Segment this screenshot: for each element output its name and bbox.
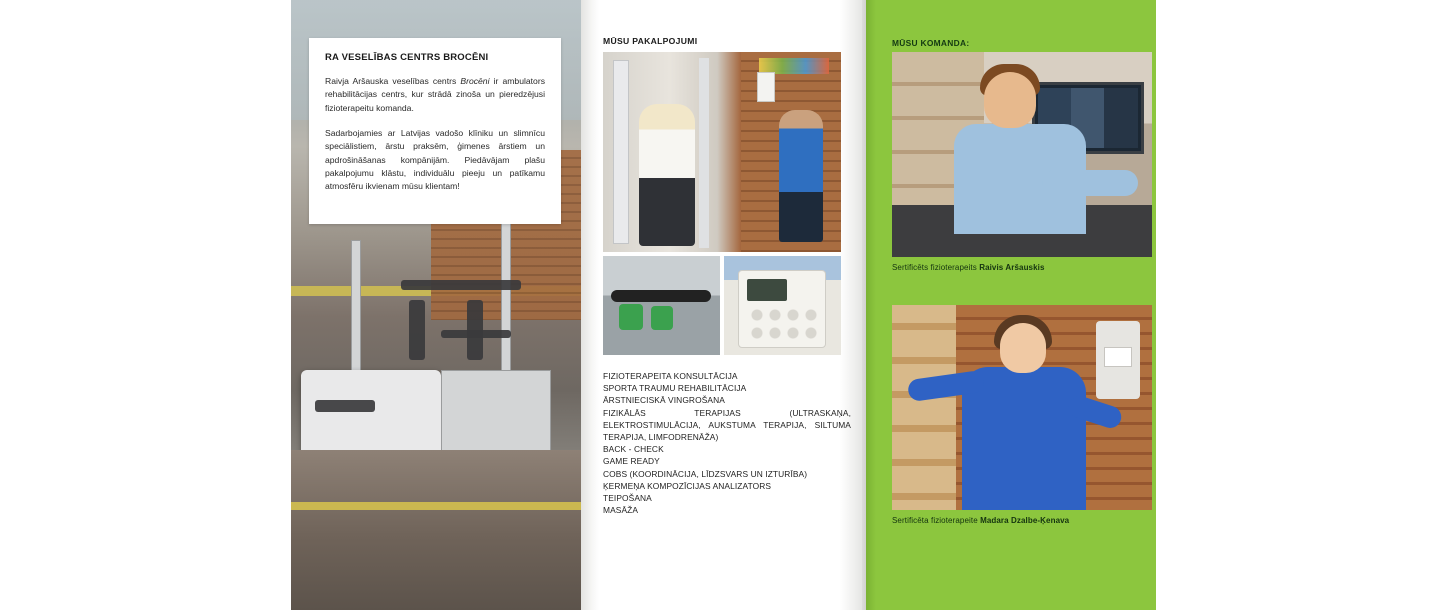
photo-device-body	[738, 270, 826, 348]
gym-weight-stack	[409, 300, 425, 360]
photo-bar	[611, 290, 711, 302]
team-caption-prefix: Sertificēta fizioterapeite	[892, 516, 981, 525]
photo-person-head	[984, 72, 1036, 128]
page-fold-left	[581, 0, 599, 610]
photo-wall-bar	[892, 323, 956, 330]
intro-card	[309, 38, 561, 224]
photo-therapy-device	[724, 256, 841, 355]
intro-p1-post: ir ambulators rehabilitācijas centrs, kur strādā zinoša un pieredzējusi fizioterapeitu komanda.	[325, 76, 545, 113]
intro-paragraph-1	[325, 75, 545, 115]
photo-wall-device	[757, 72, 775, 102]
team-photo-madara	[892, 305, 1152, 510]
team-caption-madara	[892, 516, 1069, 525]
photo-device-buttons	[747, 307, 819, 341]
left-margin	[0, 0, 291, 610]
panel-right	[866, 0, 1156, 610]
service-item: FIZIKĀLĀS TERAPIJAS (ULTRASKAŅA, ELEKTROSTIMULĀCIJA, AUKSTUMA TERAPIJA, SILTUMA TERAPIJA, LIMFODRENĀŽA)	[603, 407, 851, 442]
team-caption-prefix: Sertificēts fizioterapeits	[892, 263, 980, 272]
gym-floor	[291, 450, 581, 610]
service-item: GAME READY	[603, 456, 660, 467]
team-heading: MŪSU KOMANDA:	[892, 38, 970, 48]
photo-parallel-bars	[603, 256, 720, 355]
service-item: COBS (KOORDINĀCIJA, LĪDZSVARS UN IZTURĪBA)	[603, 468, 808, 479]
photo-pad-1	[619, 304, 643, 330]
intro-p1-emphasis: Brocēni	[460, 76, 490, 86]
team-member-name: Raivis Aršauskis	[979, 263, 1045, 272]
photo-therapist	[779, 110, 823, 242]
photo-wall-bar	[892, 459, 956, 466]
photo-wall-panel	[1096, 321, 1140, 399]
photo-wall-bar	[892, 357, 956, 364]
gym-floor-stripe	[291, 502, 581, 510]
team-member-name: Madara Dzalbe-Ķenava	[980, 516, 1070, 525]
photo-wall-bar	[892, 493, 956, 500]
photo-wall-bars	[892, 305, 956, 510]
photo-frame-left	[613, 60, 629, 244]
photo-person-arm	[1042, 170, 1138, 196]
photo-person-head	[1000, 323, 1046, 373]
intro-paragraph-2: Sadarbojamies ar Latvijas vadošo klīniku un slimnīcu speciālistiem, ārstu praksēm, ģimenes ārstiem un apdrošināšanas kompānijām. Piedāvājam plašu pakalpojumu klāstu, individuālu pieeju un patīkamu atmosfēru ikvienam mūsu klientam!	[325, 127, 545, 192]
service-item: ĶERMEŅA KOMPOZĪCIJAS ANALIZATORS	[603, 480, 772, 491]
photo-pad-2	[651, 306, 673, 330]
photo-gait-trainer	[603, 52, 841, 252]
panel-right-edge	[866, 0, 876, 610]
photo-patient	[639, 104, 695, 246]
photo-wall-bar	[892, 425, 956, 432]
photo-frame-right	[699, 58, 709, 248]
service-item: SPORTA TRAUMU REHABILITĀCIJA	[603, 383, 747, 394]
gym-bike-frame	[315, 400, 375, 412]
services-heading: MŪSU PAKALPOJUMI	[603, 36, 698, 46]
right-margin	[1156, 0, 1440, 610]
photo-device-screen	[747, 279, 787, 301]
services-photo-grid	[603, 52, 841, 355]
service-item: BACK - CHECK	[603, 444, 664, 455]
services-list	[603, 370, 851, 516]
intro-p1-pre: Raivja Aršauska veselības centrs	[325, 76, 461, 86]
team-caption-raivis	[892, 263, 1045, 272]
team-photo-raivis	[892, 52, 1152, 257]
panel-left	[291, 0, 581, 610]
service-item: MASĀŽA	[603, 505, 639, 516]
gym-crossbar	[441, 330, 511, 338]
service-item: ĀRSTNIECISKĀ VINGROŠANA	[603, 395, 725, 406]
panel-middle	[581, 0, 866, 610]
service-item: TEIPOŠANA	[603, 492, 652, 503]
gym-bar	[401, 280, 521, 290]
intro-card-title: RA VESELĪBAS CENTRS BROCĒNI	[325, 52, 489, 63]
service-item: FIZIOTERAPEITA KONSULTĀCIJA	[603, 371, 738, 381]
photo-wall-panel-screen	[1104, 347, 1132, 367]
